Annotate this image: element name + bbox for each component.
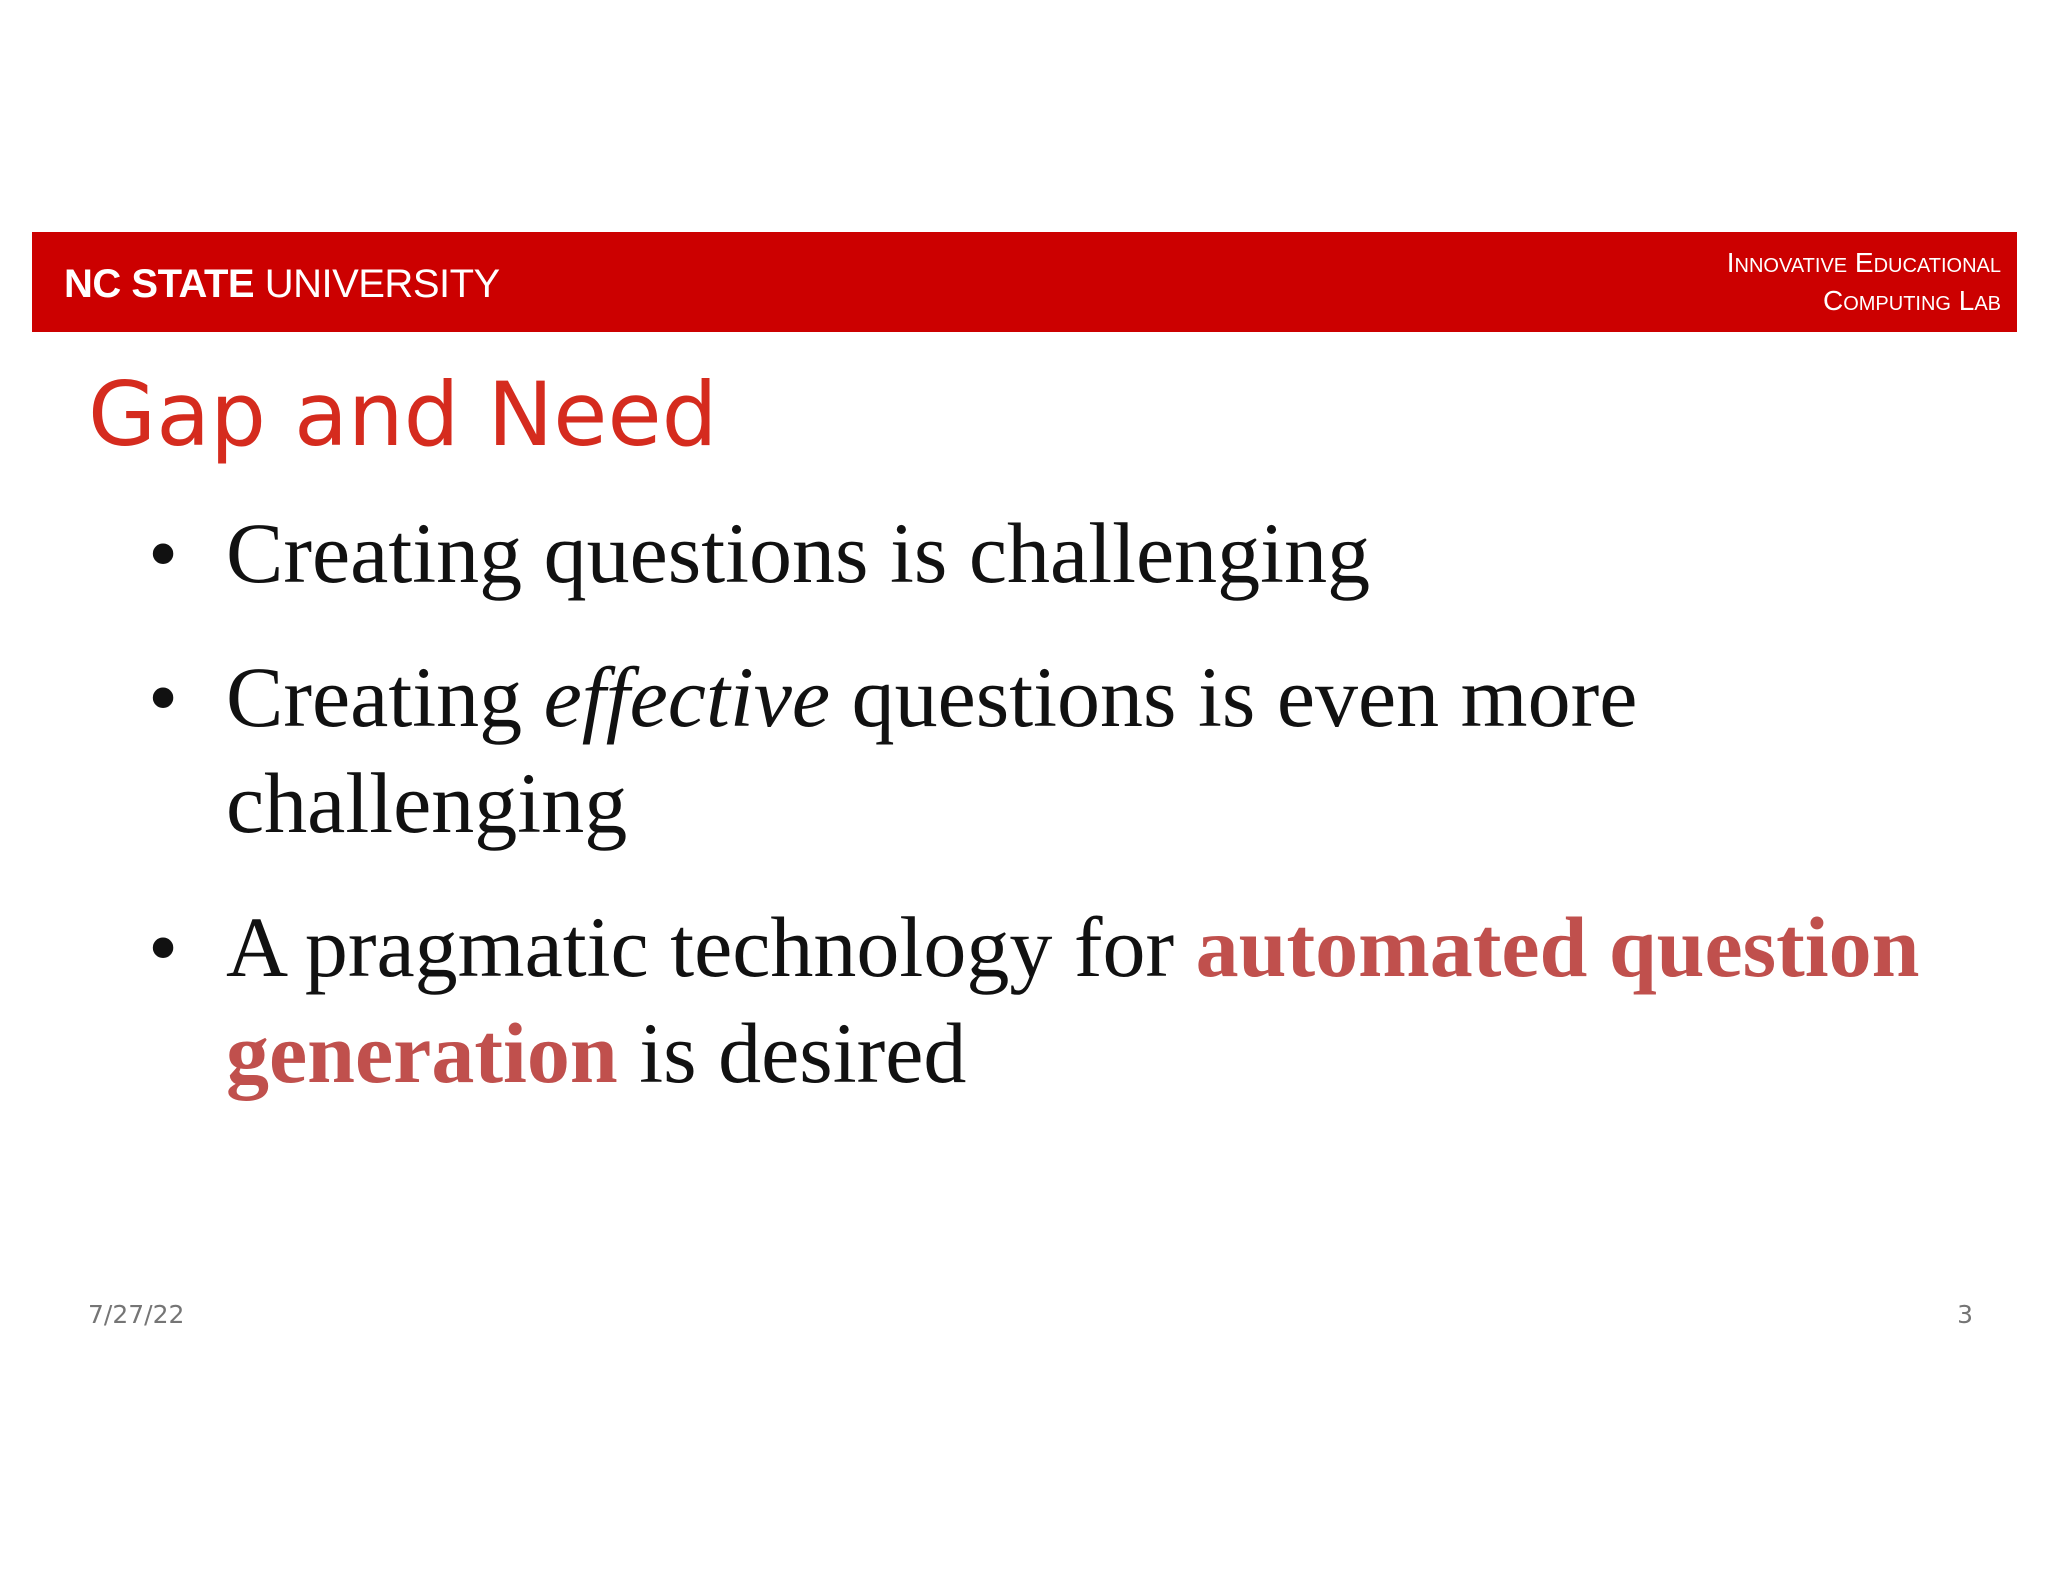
bullet-text-highlight: automated question generation — [226, 899, 1920, 1101]
university-name-regular: UNIVERSITY — [264, 262, 500, 306]
footer-page-number: 3 — [1957, 1300, 1973, 1329]
slide-title: Gap and Need — [88, 363, 718, 466]
bullet-text: Creating questions is challenging — [226, 505, 1371, 601]
bullet-item — [140, 500, 1940, 606]
bullet-list — [140, 500, 1940, 1144]
bullet-text-before: Creating — [226, 649, 544, 745]
bullet-dot: • — [148, 649, 179, 745]
bullet-text-after: questions is even more challenging — [226, 649, 1638, 851]
lab-name-line2: Computing Lab — [1822, 285, 2001, 316]
university-logo-text — [64, 261, 500, 307]
lab-name — [1727, 244, 2001, 320]
university-name-bold: NC STATE — [64, 262, 255, 306]
bullet-text-after: is desired — [617, 1005, 967, 1101]
bullet-text-before: A pragmatic technology for — [226, 899, 1196, 995]
bullet-item — [140, 894, 1940, 1106]
bullet-item — [140, 644, 1940, 856]
lab-name-line1: Innovative Educational — [1726, 247, 2001, 278]
bullet-dot: • — [148, 505, 179, 601]
header-banner — [32, 232, 2017, 332]
bullet-dot: • — [148, 899, 179, 995]
footer-date: 7/27/22 — [88, 1300, 185, 1329]
bullet-text-emphasis: effective — [543, 649, 831, 745]
